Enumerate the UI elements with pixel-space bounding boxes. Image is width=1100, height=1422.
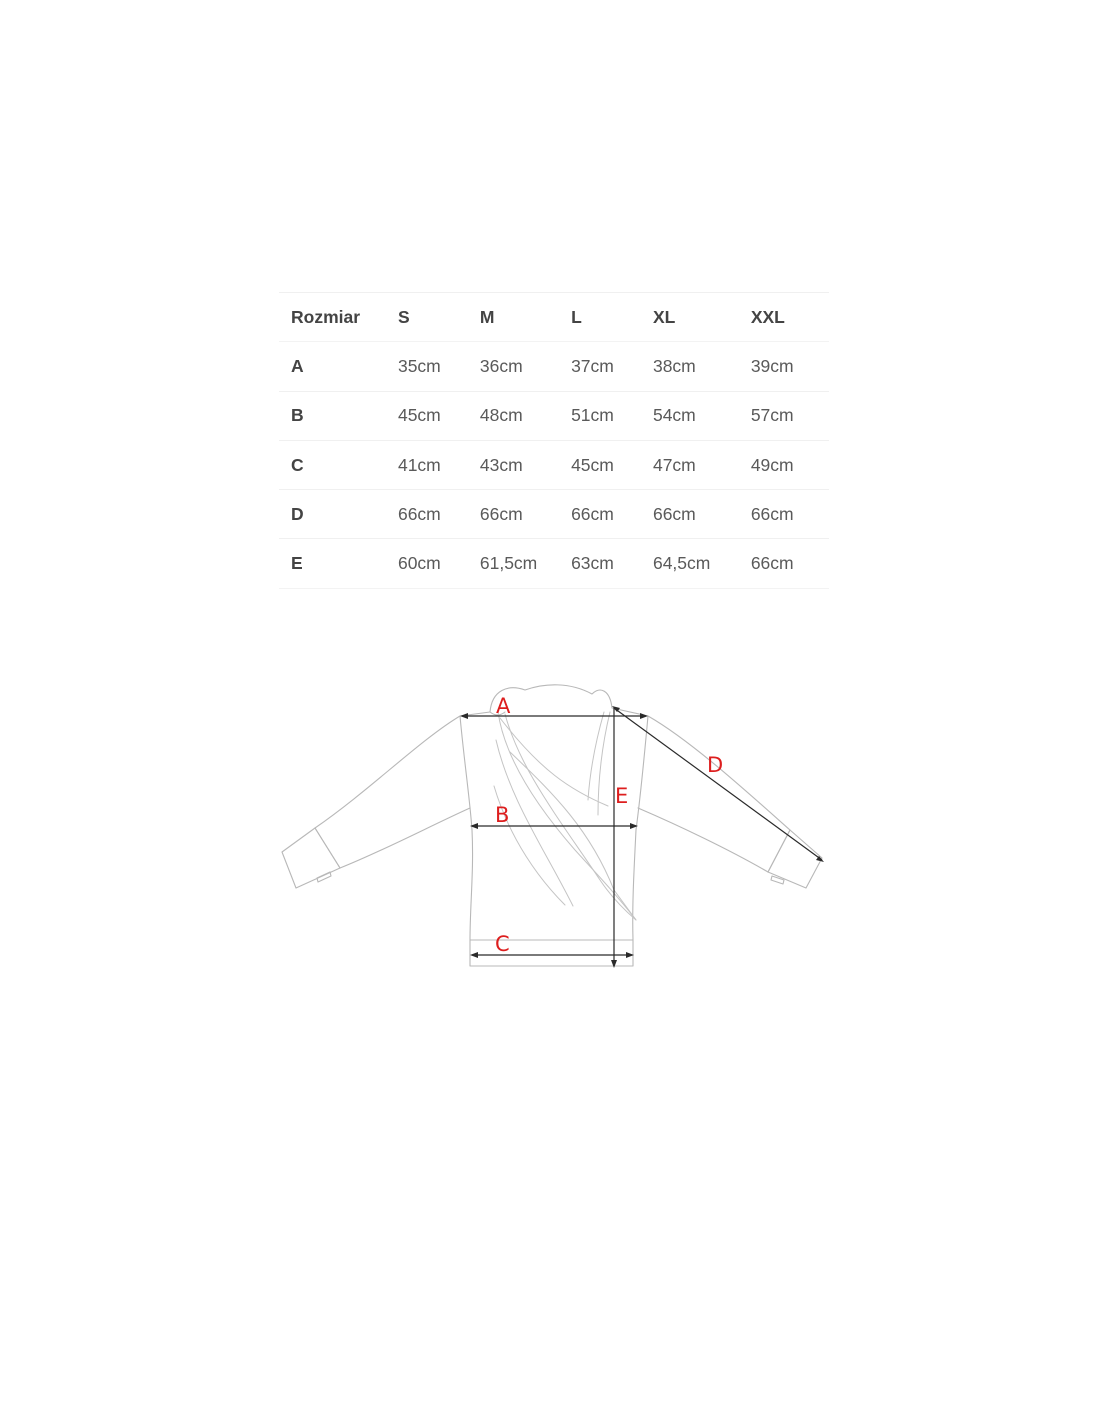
measure-a-line	[460, 713, 648, 719]
row-label: A	[291, 355, 304, 376]
table-cell: 57cm	[750, 405, 794, 426]
table-cell: 48cm	[479, 405, 523, 426]
label-b: B	[495, 803, 510, 827]
header-l: L	[571, 306, 582, 327]
label-e: E	[615, 784, 629, 808]
table-cell: 51cm	[571, 405, 614, 426]
table-cell: 61,5cm	[479, 553, 538, 574]
table-cell: 35cm	[397, 355, 441, 376]
table-cell: 38cm	[652, 355, 696, 376]
table-cell: 45cm	[571, 454, 614, 475]
label-a: A	[496, 694, 511, 718]
table-cell: 64,5cm	[652, 553, 711, 574]
measure-e-line	[611, 708, 617, 968]
table-row-a	[279, 342, 829, 391]
table-row-b	[279, 391, 829, 440]
table-cell: 41cm	[397, 454, 441, 475]
header-xl: XL	[652, 306, 676, 327]
size-header-row	[279, 293, 829, 342]
table-cell: 54cm	[652, 405, 696, 426]
table-cell: 37cm	[571, 355, 614, 376]
size-chart-table	[279, 292, 829, 589]
row-label: D	[291, 503, 304, 524]
table-cell: 63cm	[571, 553, 614, 574]
row-label: B	[291, 405, 304, 426]
table-cell: 49cm	[750, 454, 794, 475]
table-cell: 66cm	[750, 503, 794, 524]
table-cell: 66cm	[479, 503, 523, 524]
header-xxl: XXL	[750, 306, 785, 327]
row-label: E	[291, 553, 303, 574]
table-row-d	[279, 490, 829, 539]
header-s: S	[397, 306, 410, 327]
table-cell: 66cm	[571, 503, 614, 524]
table-cell: 36cm	[479, 355, 523, 376]
table-cell: 66cm	[397, 503, 441, 524]
table-cell: 66cm	[750, 553, 794, 574]
table-cell: 60cm	[397, 553, 441, 574]
table-row-e	[279, 539, 829, 588]
table-row-c	[279, 440, 829, 489]
label-c: C	[495, 932, 510, 956]
table-cell: 45cm	[397, 405, 441, 426]
table-cell: 39cm	[750, 355, 794, 376]
wrap-fold-lines	[494, 712, 636, 920]
table-cell: 66cm	[652, 503, 696, 524]
table-cell: 43cm	[479, 454, 523, 475]
row-label: C	[291, 454, 304, 475]
table-cell: 47cm	[652, 454, 696, 475]
header-size: Rozmiar	[291, 306, 361, 327]
hoodie-measurement-diagram	[270, 670, 840, 990]
measure-d-line	[612, 706, 824, 862]
header-m: M	[479, 306, 495, 327]
label-d: D	[707, 753, 724, 777]
